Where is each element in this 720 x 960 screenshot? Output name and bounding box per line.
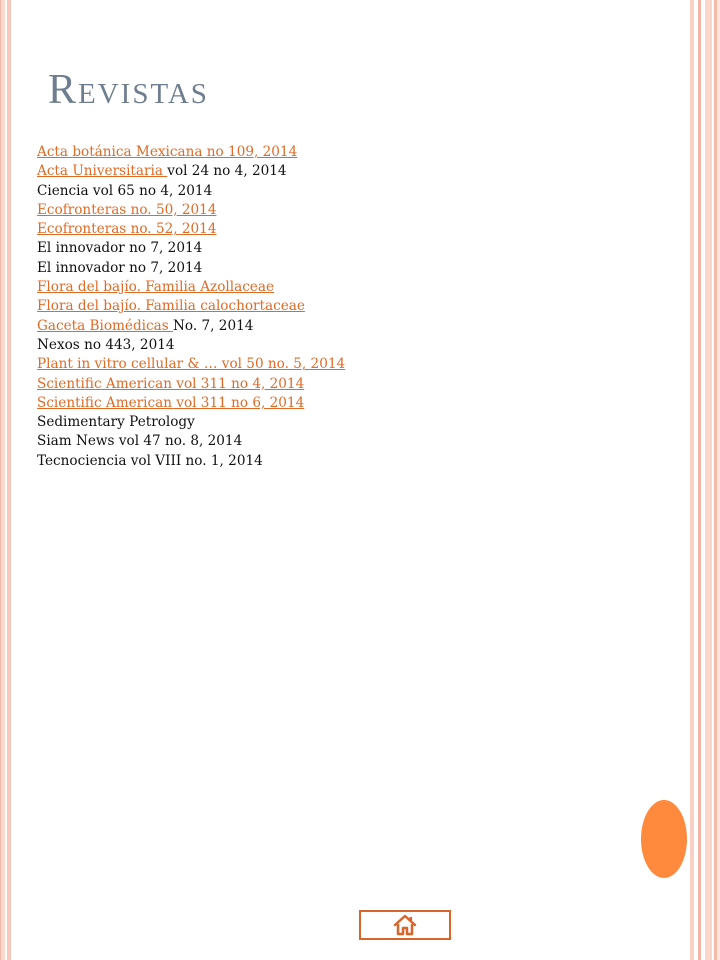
page-title: Revistas [48,67,209,113]
journal-link[interactable]: Plant in vitro cellular & … vol 50 no. 5, 2014 [37,356,346,373]
journal-link[interactable]: Flora del bajío. Familia calochortaceae [37,298,305,315]
home-button[interactable] [359,910,451,940]
journal-link[interactable]: Scientific American vol 311 no 6, 2014 [37,394,305,411]
journal-list-item [37,182,677,201]
journal-list-item [37,278,677,297]
journal-text: Ciencia vol 65 no 4, 2014 [37,182,213,199]
journal-list-item [37,201,677,220]
journal-text: Siam News vol 47 no. 8, 2014 [37,433,243,450]
journal-text: El innovador no 7, 2014 [37,240,203,257]
journal-list-item [37,259,677,278]
journal-text: Sedimentary Petrology [37,414,195,431]
journal-text: Tecnociencia vol VIII no. 1, 2014 [37,452,263,469]
left-decorative-border [0,0,11,960]
journal-link[interactable]: Flora del bajío. Familia Azollaceae [37,279,275,296]
journal-text: Nexos no 443, 2014 [37,336,175,353]
journal-list-item [37,336,677,355]
journal-link[interactable]: Ecofronteras no. 50, 2014 [37,201,217,218]
journal-link[interactable]: Ecofronteras no. 52, 2014 [37,221,217,238]
journal-link[interactable]: Gaceta Biomédicas [37,317,174,334]
journal-list-item [37,375,677,394]
journal-list-item [37,220,677,239]
journal-list-item [37,239,677,258]
journal-text: El innovador no 7, 2014 [37,259,203,276]
journal-list [37,143,677,471]
journal-list-item [37,413,677,432]
home-icon [393,914,417,936]
decorative-oval [641,800,687,878]
journal-text: No. 7, 2014 [173,317,254,334]
journal-list-item [37,297,677,316]
journal-link[interactable]: Acta Universitaria [37,163,168,180]
journal-list-item [37,317,677,336]
journal-text: vol 24 no 4, 2014 [167,163,287,180]
journal-list-item [37,432,677,451]
journal-list-item [37,143,677,162]
journal-list-item [37,355,677,374]
journal-list-item [37,394,677,413]
journal-list-item [37,452,677,471]
journal-link[interactable]: Scientific American vol 311 no 4, 2014 [37,375,305,392]
journal-link[interactable]: Acta botánica Mexicana no 109, 2014 [37,144,298,160]
right-decorative-border [690,0,720,960]
journal-list-item [37,162,677,181]
